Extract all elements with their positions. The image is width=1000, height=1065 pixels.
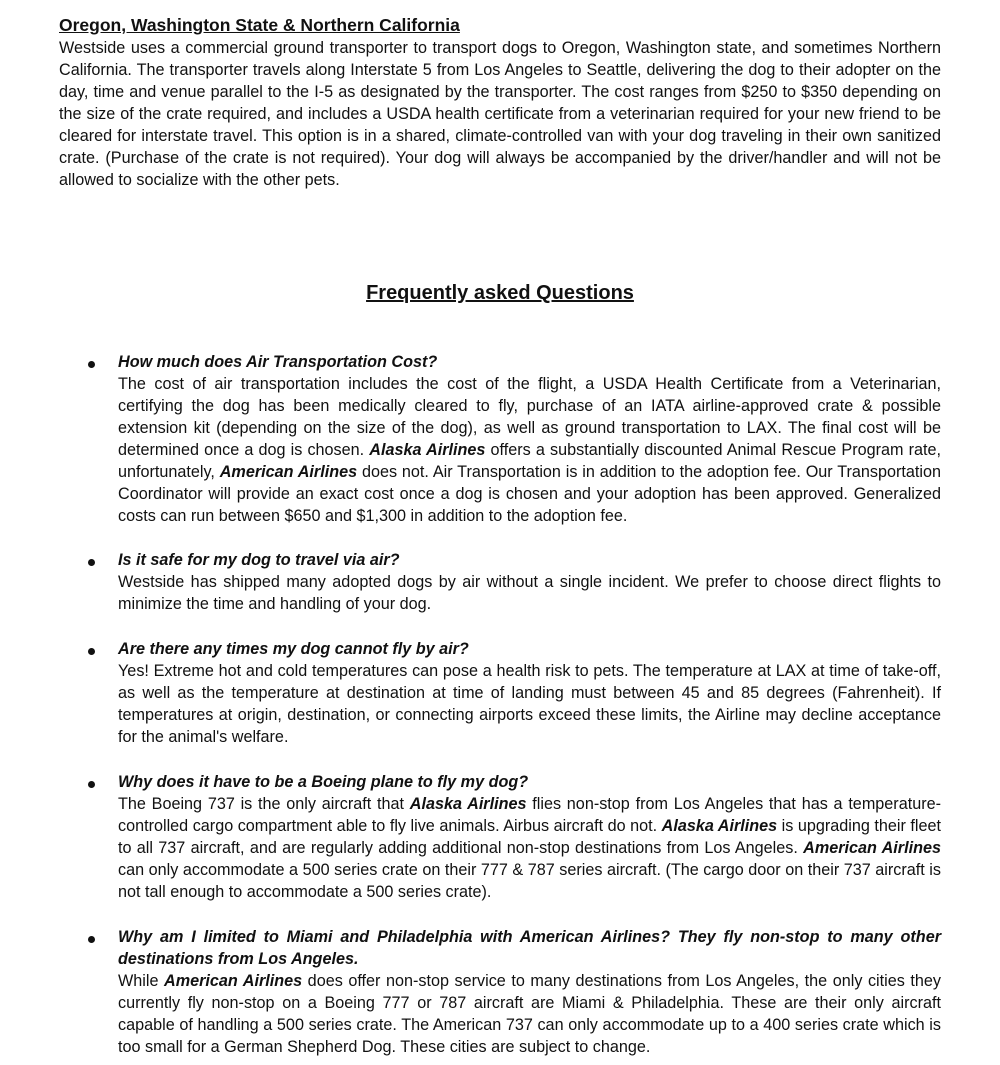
airline-name: American Airlines xyxy=(219,463,358,481)
faq-question: How much does Air Transportation Cost? xyxy=(118,353,438,371)
section-heading: Oregon, Washington State & Northern California xyxy=(59,15,460,35)
faq-title: Frequently asked Questions xyxy=(366,282,634,304)
bullet-icon xyxy=(88,936,95,943)
answer-text: is upgrading their fleet to all 737 aircraft, and are regularly adding additional non-stop destinations from Los Angeles. xyxy=(118,817,941,857)
airline-name: American Airlines xyxy=(803,839,941,857)
airline-name: American Airlines xyxy=(164,972,303,990)
answer-text: While xyxy=(118,972,165,990)
bullet-icon xyxy=(88,559,95,566)
answer-text: The cost of air transportation includes the cost of the flight, a USDA Health Certificate from a Veterinarian, certifying the dog has been medically cleared to fly, purchase of an IATA airline-approved crate & possible extension kit (depending on the size of the dog), as well as ground transportation to LAX. The final cost will be determined once a dog is chosen. xyxy=(118,375,941,459)
answer-text: offers a substantially discounted Animal Rescue Program rate, unfortunately, xyxy=(118,441,941,481)
faq-question: Are there any times my dog cannot fly by air? xyxy=(118,640,469,658)
faq-answer xyxy=(118,373,941,527)
faq-answer: Westside has shipped many adopted dogs by air without a single incident. We prefer to choose direct flights to minimize the time and handling of your dog. xyxy=(118,573,941,613)
bullet-icon xyxy=(88,361,95,368)
airline-name: Alaska Airlines xyxy=(409,795,527,813)
answer-text: flies non-stop from Los Angeles that has a temperature-controlled cargo compartment able to fly live animals. Airbus aircraft do not. xyxy=(118,795,941,835)
faq-answer xyxy=(118,793,941,903)
answer-text: can only accommodate a 500 series crate on their 777 & 787 series aircraft. (The cargo door on their 737 aircraft is not tall enough to accommodate a 500 series crate). xyxy=(118,861,941,901)
faq-question: Why am I limited to Miami and Philadelphia with American Airlines? They fly non-stop to many other destinations from Los Angeles. xyxy=(118,928,941,968)
bullet-icon xyxy=(88,781,95,788)
airline-name: Alaska Airlines xyxy=(369,441,486,459)
faq-question: Why does it have to be a Boeing plane to fly my dog? xyxy=(118,773,529,791)
airline-name: Alaska Airlines xyxy=(661,817,778,835)
answer-text: The Boeing 737 is the only aircraft that xyxy=(118,795,410,813)
answer-text: does offer non-stop service to many destinations from Los Angeles, the only cities they currently fly non-stop on a Boeing 777 or 787 aircraft are Miami & Philadelphia. These are their only aircraft capable of handling a 500 series crate. The American 737 can only accommodate up to a 400 series crate which is too small for a German Shepherd Dog. These cities are subject to change. xyxy=(118,972,941,1056)
section-body: Westside uses a commercial ground transporter to transport dogs to Oregon, Washington state, and sometimes Northern California. The transporter travels along Interstate 5 from Los Angeles to Seattle, delivering the dog to their adopter on the day, time and venue parallel to the I-5 as designated by the transporter. The cost ranges from $250 to $350 depending on the size of the crate required, and includes a USDA health certificate from a veterinarian required for your new friend to be cleared for interstate travel. This option is in a shared, climate-controlled van with your dog traveling in their own sanitized crate. (Purchase of the crate is not required). Your dog will always be accompanied by the driver/handler and will not be allowed to socialize with the other pets. xyxy=(59,39,941,189)
answer-text: does not. Air Transportation is in addition to the adoption fee. Our Transportation Coordinator will provide an exact cost once a dog is chosen and your adoption has been approved. Generalized costs can run between $650 and $1,300 in addition to the adoption fee. xyxy=(118,463,941,525)
faq-answer xyxy=(118,970,941,1058)
faq-answer: Yes! Extreme hot and cold temperatures can pose a health risk to pets. The temperature at LAX at time of take-off, as well as the temperature at destination at time of landing must between 45 and 85 degrees (Fahrenheit). If temperatures at origin, destination, or connecting airports exceed these limits, the Airline may decline acceptance for the animal's welfare. xyxy=(118,662,941,746)
faq-question: Is it safe for my dog to travel via air? xyxy=(118,551,400,569)
bullet-icon xyxy=(88,648,95,655)
